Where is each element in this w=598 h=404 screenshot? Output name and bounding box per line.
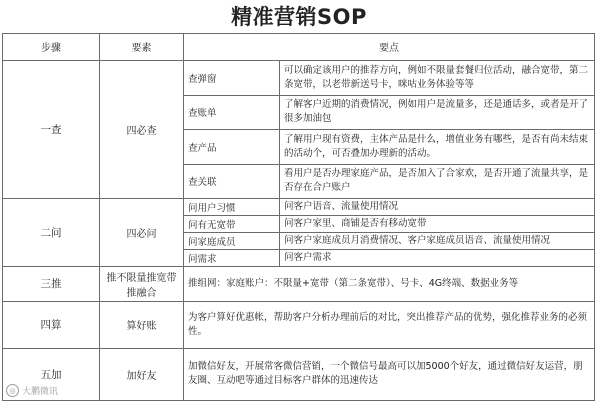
element-cell: 推不限量推宽带推融合 [100,266,184,301]
step-cell: 一查 [3,60,100,198]
table-row [3,348,595,400]
point-cell: 为客户算好优惠帐，帮助客户分析办理前后的对比，突出推荐产品的优势，强化推荐业务的必须性。 [184,302,595,349]
point-cell: 问客户家庭成员月消费情况、客户家庭成员语音、流量使用情况 [280,232,595,249]
step-cell: 五加 [3,348,100,400]
step-cell: 四算 [3,302,100,349]
sub-item-cell: 问家庭成员 [184,232,280,249]
point-cell: 推组网：家庭账户：不限量+宽带（第二条宽带）、号卡、4G终端、数据业务等 [184,266,595,301]
point-cell: 了解用户现有资费，主体产品是什么，增值业务有哪些，是否有尚未结束的活动个，可否叠加办理新的活动。 [280,129,595,164]
point-cell: 可以确定该用户的推荐方向，例如不限量套餐归位活动，融合宽带，第二条宽带，以老带新送号卡，咪咕业务体验等等 [280,60,595,95]
element-cell: 加好友 [100,348,184,400]
camera-logo-icon: ◎ [6,384,19,397]
point-cell: 问客户家里、商铺是否有移动宽带 [280,215,595,232]
element-cell: 四必查 [100,60,184,198]
point-cell: 了解客户近期的消费情况，例如用户是流量多，还是通话多，或者是开了很多加油包 [280,95,595,129]
table-row [3,198,595,215]
step-cell: 二问 [3,198,100,266]
point-cell: 看用户是否办理家庭产品，是否加入了合家欢，是否开通了流量共享，是否存在合户账户 [280,164,595,198]
header-point: 要点 [184,34,595,61]
point-cell: 加微信好友，开展常客微信营销，一个微信号最高可以加5000个好友，通过微信好友运营，朋友圈、互动吧等通过目标客户群体的迅速传达 [184,348,595,400]
sop-table [2,33,595,401]
sub-item-cell: 查账单 [184,95,280,129]
table-row [3,266,595,301]
header-step: 步骤 [3,34,100,61]
table-header-row [3,34,595,61]
element-cell: 四必问 [100,198,184,266]
page-title: 精准营销SOP [231,5,367,29]
watermark [6,384,58,397]
watermark-text: 大鹏微讯 [22,387,59,397]
table-row [3,302,595,349]
table-row [3,60,595,95]
point-cell: 问客户需求 [280,249,595,266]
sub-item-cell: 问用户习惯 [184,198,280,215]
point-cell: 问客户语音、流量使用情况 [280,198,595,215]
sub-item-cell: 查弹窗 [184,60,280,95]
sub-item-cell: 查关联 [184,164,280,198]
element-cell: 算好账 [100,302,184,349]
step-cell: 三推 [3,266,100,301]
sub-item-cell: 查产品 [184,129,280,164]
header-element: 要素 [100,34,184,61]
sub-item-cell: 问需求 [184,249,280,266]
sub-item-cell: 问有无宽带 [184,215,280,232]
